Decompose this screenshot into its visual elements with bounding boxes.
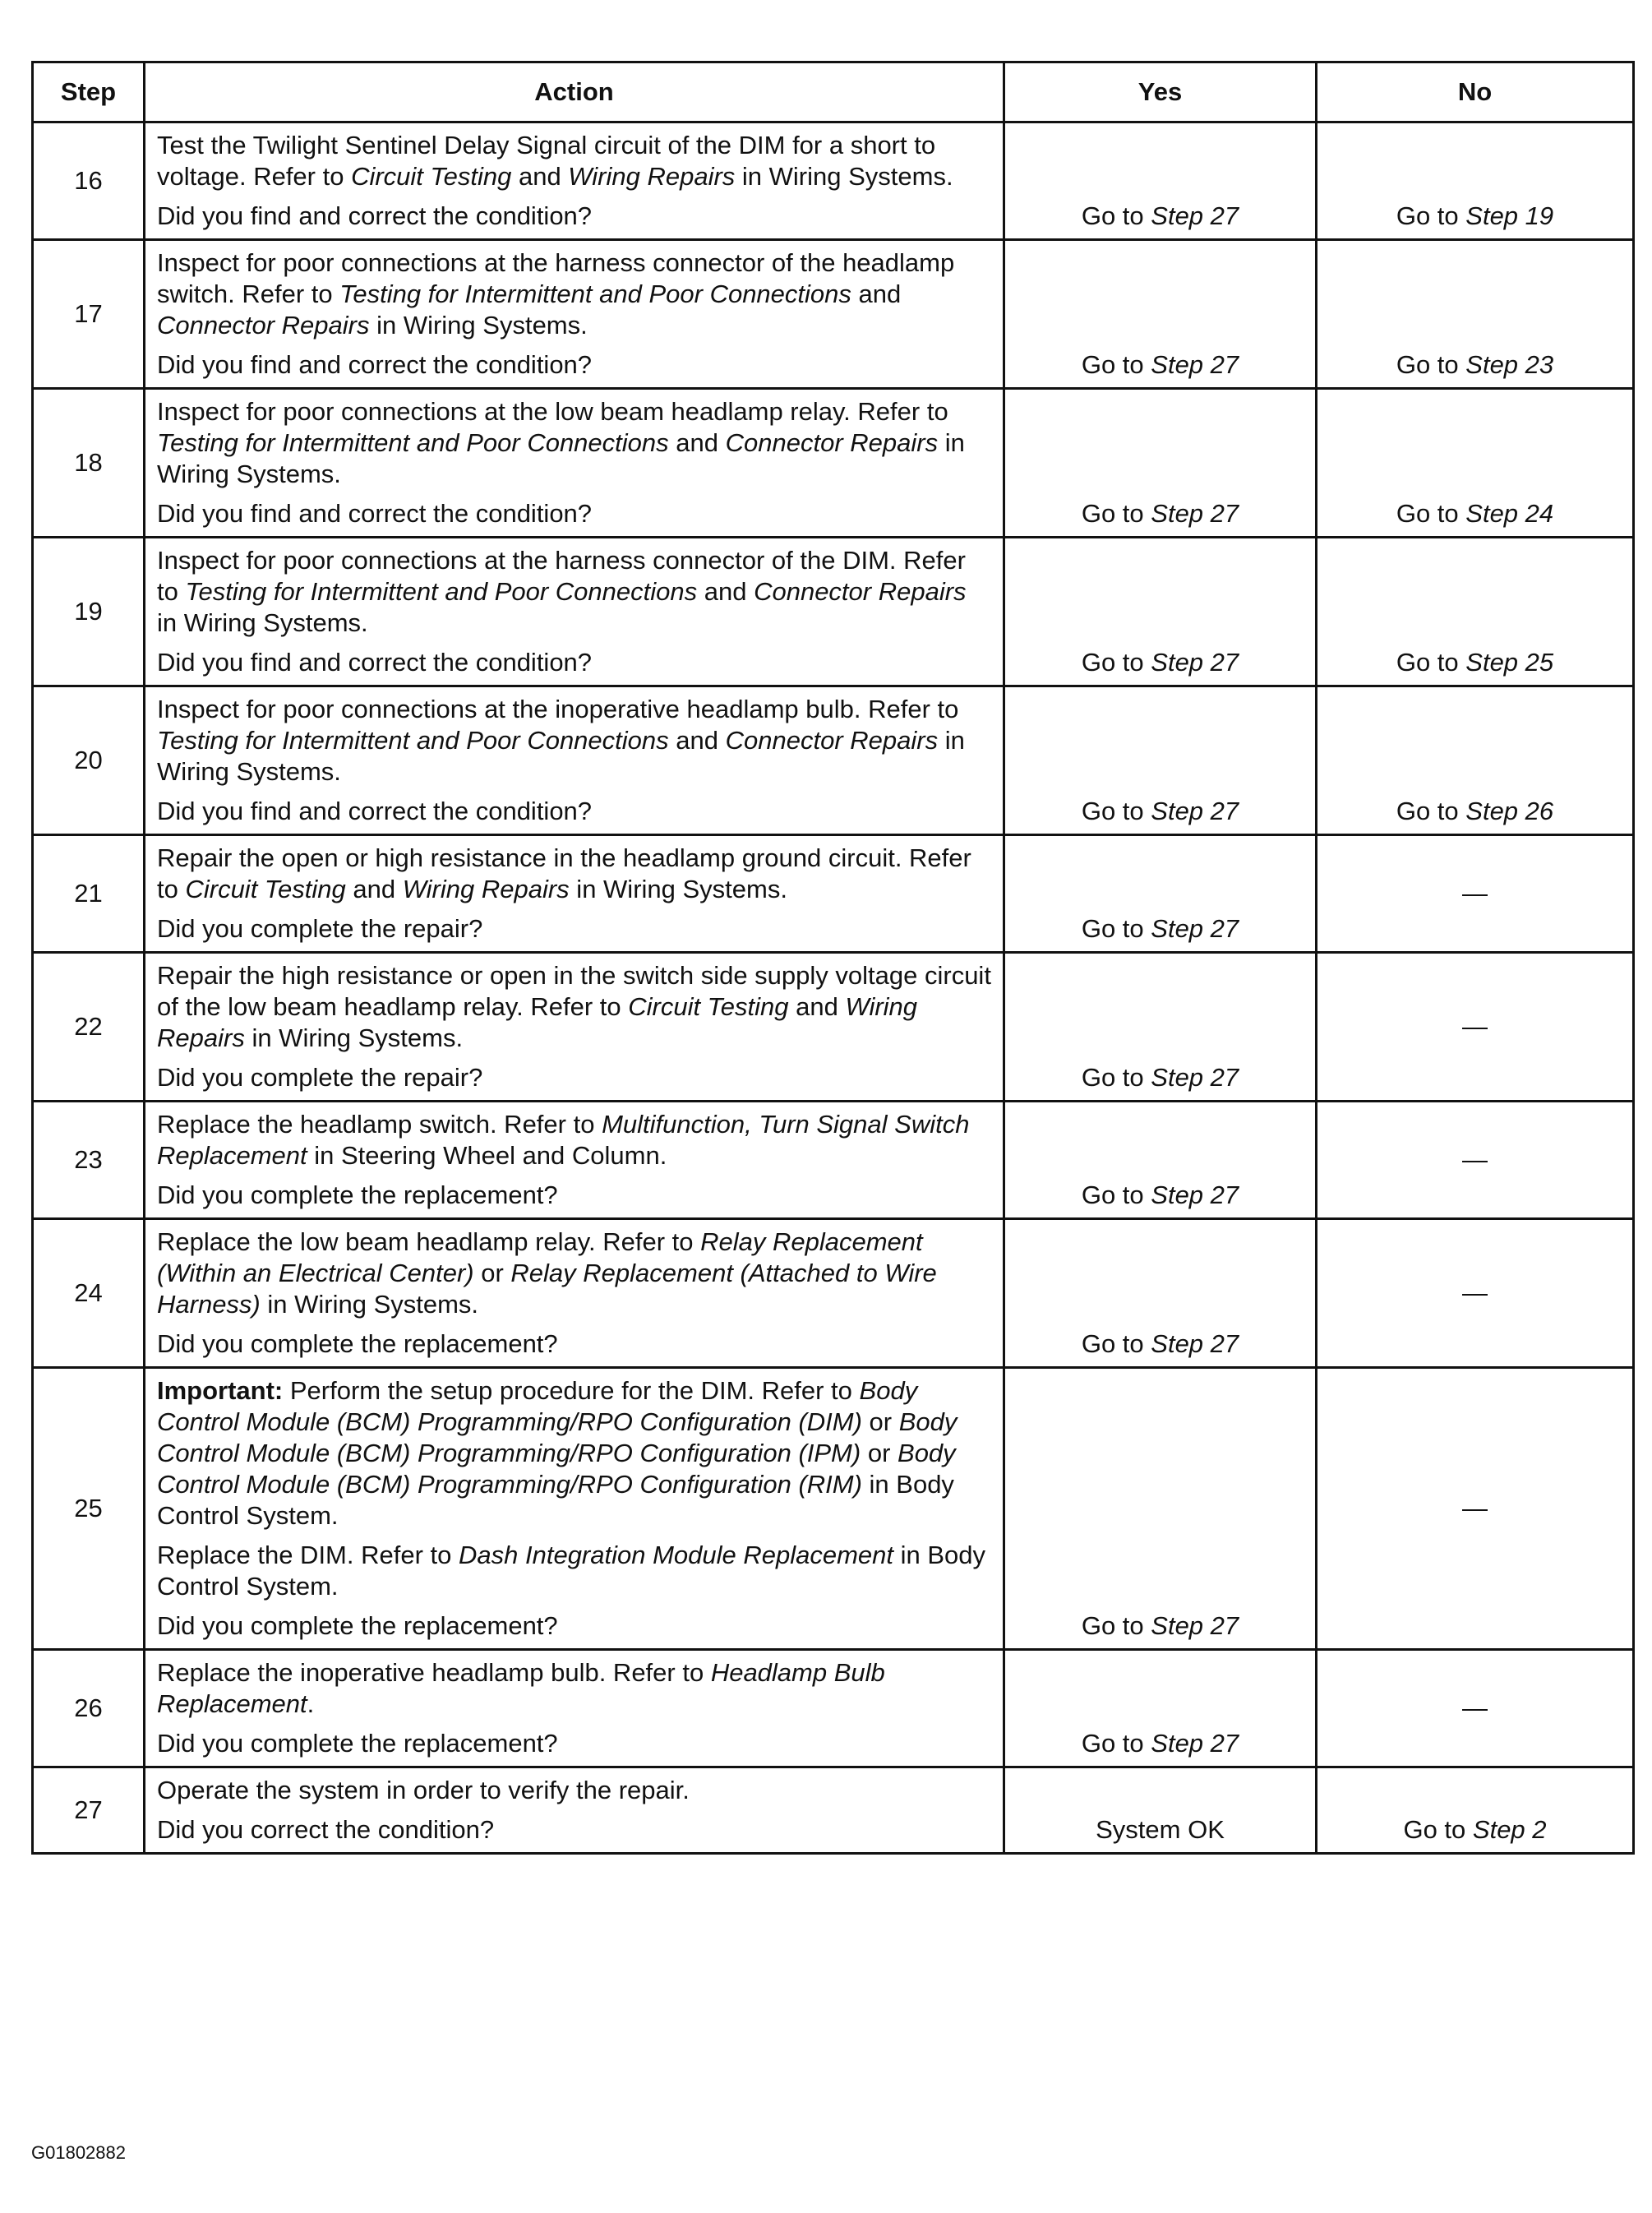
- action-cell: [145, 1219, 1004, 1368]
- text-run: Go to: [1081, 1180, 1151, 1209]
- text-run: in Body Control System.: [157, 1541, 986, 1601]
- text-run: Go to: [1081, 797, 1151, 825]
- action-cell: [145, 953, 1004, 1102]
- text-run: in Steering Wheel and Column.: [307, 1141, 667, 1170]
- text-run: —: [1462, 1278, 1488, 1307]
- text-run: Go to: [1081, 1063, 1151, 1092]
- reference-text: Step 25: [1465, 648, 1554, 677]
- text-run: or: [473, 1259, 511, 1287]
- yes-result: [1004, 835, 1317, 953]
- yes-result: [1004, 538, 1317, 686]
- action-cell: [145, 1102, 1004, 1219]
- text-run: in Wiring Systems.: [260, 1290, 479, 1319]
- yes-result: [1004, 1219, 1317, 1368]
- text-run: in Wiring Systems.: [244, 1023, 464, 1052]
- text-run: in Wiring Systems.: [157, 428, 965, 488]
- text-run: Go to: [1396, 499, 1466, 528]
- no-result: [1317, 1767, 1634, 1854]
- text-run: Go to: [1081, 914, 1151, 943]
- action-question: Did you complete the replacement?: [157, 1329, 558, 1358]
- text-run: Inspect for poor connections at the harness connector of the DIM. Refer to: [157, 546, 966, 606]
- no-result: [1317, 240, 1634, 389]
- action-question: Did you find and correct the condition?: [157, 201, 593, 230]
- reference-text: Step 27: [1151, 914, 1239, 943]
- text-run: Replace the DIM. Refer to: [157, 1541, 459, 1569]
- table-row: [33, 1219, 1634, 1368]
- table-row: [33, 1102, 1634, 1219]
- reference-text: Step 27: [1151, 1063, 1239, 1092]
- step-number: 20: [33, 686, 145, 835]
- reference-text: Step 27: [1151, 499, 1239, 528]
- table-body: [33, 122, 1634, 1854]
- reference-text: Multifunction, Turn Signal Switch Replacement: [157, 1110, 970, 1170]
- step-number: 19: [33, 538, 145, 686]
- text-run: Go to: [1081, 350, 1151, 379]
- reference-text: Connector Repairs: [754, 577, 967, 606]
- reference-text: Testing for Intermittent and Poor Connections: [185, 577, 698, 606]
- table-row: [33, 686, 1634, 835]
- reference-text: Testing for Intermittent and Poor Connections: [157, 428, 669, 457]
- action-cell: [145, 240, 1004, 389]
- text-run: in Body Control System.: [157, 1470, 954, 1530]
- yes-result: [1004, 686, 1317, 835]
- yes-result: [1004, 122, 1317, 240]
- text-run: Go to: [1081, 499, 1151, 528]
- text-run: Replace the headlamp switch. Refer to: [157, 1110, 602, 1139]
- text-run: and: [697, 577, 754, 606]
- text-run: Perform the setup procedure for the DIM. Refer to: [283, 1376, 860, 1405]
- reference-text: Headlamp Bulb Replacement: [157, 1658, 885, 1718]
- reference-text: Step 27: [1151, 1729, 1239, 1758]
- text-run: Inspect for poor connections at the low beam headlamp relay. Refer to: [157, 397, 948, 426]
- no-result: [1317, 953, 1634, 1102]
- action-question: Did you complete the repair?: [157, 914, 483, 943]
- action-cell: [145, 835, 1004, 953]
- action-cell: [145, 1767, 1004, 1854]
- header-row: [33, 62, 1634, 122]
- text-run: Go to: [1396, 797, 1466, 825]
- step-number: 25: [33, 1368, 145, 1650]
- no-result: [1317, 835, 1634, 953]
- reference-text: Testing for Intermittent and Poor Connections: [339, 280, 851, 308]
- reference-text: Step 27: [1151, 1180, 1239, 1209]
- text-run: and: [788, 992, 846, 1021]
- step-number: 18: [33, 389, 145, 538]
- reference-text: Step 19: [1465, 201, 1554, 230]
- reference-text: Dash Integration Module Replacement: [459, 1541, 894, 1569]
- action-paragraph: [157, 130, 991, 192]
- table-row: [33, 1368, 1634, 1650]
- text-run: and: [345, 875, 403, 903]
- text-run: Go to: [1403, 1815, 1473, 1844]
- reference-text: Circuit Testing: [628, 992, 789, 1021]
- diagnostic-table: [31, 61, 1635, 1855]
- emphasis-text: Important:: [157, 1376, 284, 1405]
- reference-text: Body Control Module (BCM) Programming/RPO Configuration (DIM): [157, 1376, 918, 1436]
- reference-text: Step 27: [1151, 797, 1239, 825]
- text-run: Inspect for poor connections at the inoperative headlamp bulb. Refer to: [157, 695, 959, 723]
- text-run: —: [1462, 1145, 1488, 1174]
- text-run: Operate the system in order to verify the repair.: [157, 1776, 690, 1804]
- text-run: .: [307, 1689, 315, 1718]
- yes-result: [1004, 1102, 1317, 1219]
- header-no: No: [1317, 62, 1634, 122]
- header-action: Action: [145, 62, 1004, 122]
- text-run: Inspect for poor connections at the harness connector of the headlamp switch. Refer to: [157, 248, 955, 308]
- no-result: [1317, 538, 1634, 686]
- action-question: Did you find and correct the condition?: [157, 797, 593, 825]
- reference-text: Testing for Intermittent and Poor Connections: [157, 726, 669, 755]
- action-paragraph: [157, 1375, 991, 1532]
- text-run: in Wiring Systems.: [369, 311, 588, 340]
- action-paragraph: [157, 545, 991, 639]
- reference-text: Body Control Module (BCM) Programming/RPO Configuration (RIM): [157, 1439, 956, 1499]
- reference-text: Wiring Repairs: [402, 875, 570, 903]
- reference-text: Step 2: [1472, 1815, 1547, 1844]
- step-number: 17: [33, 240, 145, 389]
- table-row: [33, 835, 1634, 953]
- text-run: in Wiring Systems.: [157, 608, 368, 637]
- text-run: —: [1462, 1494, 1488, 1522]
- action-paragraph: [157, 694, 991, 788]
- table-row: [33, 1767, 1634, 1854]
- reference-text: Step 27: [1151, 350, 1239, 379]
- reference-text: Step 27: [1151, 648, 1239, 677]
- reference-text: Step 27: [1151, 1611, 1239, 1640]
- action-cell: [145, 389, 1004, 538]
- action-paragraph: [157, 843, 991, 905]
- text-run: —: [1462, 879, 1488, 908]
- action-question: Did you complete the replacement?: [157, 1180, 558, 1209]
- text-run: Go to: [1081, 1611, 1151, 1640]
- step-number: 21: [33, 835, 145, 953]
- reference-text: Relay Replacement (Attached to Wire Harness): [157, 1259, 937, 1319]
- action-question: Did you complete the replacement?: [157, 1729, 558, 1758]
- action-question: Did you complete the replacement?: [157, 1611, 558, 1640]
- action-cell: [145, 1368, 1004, 1650]
- text-run: Go to: [1081, 201, 1151, 230]
- step-number: 23: [33, 1102, 145, 1219]
- table-row: [33, 953, 1634, 1102]
- yes-result: [1004, 1650, 1317, 1767]
- action-cell: [145, 1650, 1004, 1767]
- action-paragraph: [157, 1540, 991, 1602]
- reference-text: Circuit Testing: [351, 162, 512, 191]
- reference-text: Body Control Module (BCM) Programming/RPO Configuration (IPM): [157, 1407, 958, 1467]
- text-run: Go to: [1081, 1329, 1151, 1358]
- no-result: [1317, 1102, 1634, 1219]
- text-run: in Wiring Systems.: [569, 875, 787, 903]
- no-result: [1317, 1368, 1634, 1650]
- text-run: —: [1462, 1012, 1488, 1041]
- action-question: Did you find and correct the condition?: [157, 499, 593, 528]
- reference-text: Wiring Repairs: [157, 992, 918, 1052]
- action-paragraph: [157, 396, 991, 490]
- action-paragraph: [157, 247, 991, 341]
- action-question: Did you find and correct the condition?: [157, 648, 593, 677]
- action-cell: [145, 538, 1004, 686]
- text-run: —: [1462, 1693, 1488, 1722]
- reference-text: Connector Repairs: [157, 311, 370, 340]
- reference-text: Step 27: [1151, 1329, 1239, 1358]
- no-result: [1317, 1219, 1634, 1368]
- text-run: Test the Twilight Sentinel Delay Signal circuit of the DIM for a short to voltage. Refer to: [157, 131, 936, 191]
- action-paragraph: [157, 1775, 991, 1806]
- text-run: Replace the low beam headlamp relay. Refer to: [157, 1227, 701, 1256]
- step-number: 22: [33, 953, 145, 1102]
- text-run: Go to: [1396, 350, 1466, 379]
- action-cell: [145, 686, 1004, 835]
- action-paragraph: [157, 1657, 991, 1720]
- step-number: 26: [33, 1650, 145, 1767]
- text-run: System OK: [1096, 1815, 1225, 1844]
- reference-text: Step 26: [1465, 797, 1554, 825]
- reference-text: Step 24: [1465, 499, 1554, 528]
- yes-result: [1004, 1368, 1317, 1650]
- reference-text: Relay Replacement (Within an Electrical Center): [157, 1227, 923, 1287]
- yes-result: [1004, 240, 1317, 389]
- header-yes: Yes: [1004, 62, 1317, 122]
- text-run: or: [861, 1439, 898, 1467]
- no-result: [1317, 686, 1634, 835]
- table-row: [33, 240, 1634, 389]
- text-run: or: [861, 1407, 899, 1436]
- text-run: Replace the inoperative headlamp bulb. Refer to: [157, 1658, 711, 1687]
- yes-result: [1004, 1767, 1317, 1854]
- no-result: [1317, 122, 1634, 240]
- no-result: [1317, 389, 1634, 538]
- action-cell: [145, 122, 1004, 240]
- reference-text: Step 27: [1151, 201, 1239, 230]
- table-row: [33, 538, 1634, 686]
- reference-text: Connector Repairs: [725, 726, 939, 755]
- text-run: in Wiring Systems.: [735, 162, 953, 191]
- text-run: Repair the open or high resistance in the headlamp ground circuit. Refer to: [157, 843, 971, 903]
- header-step: Step: [33, 62, 145, 122]
- action-question: Did you correct the condition?: [157, 1815, 495, 1844]
- action-paragraph: [157, 1109, 991, 1171]
- table-row: [33, 122, 1634, 240]
- reference-text: Circuit Testing: [185, 875, 346, 903]
- text-run: and: [851, 280, 902, 308]
- text-run: Go to: [1396, 648, 1466, 677]
- reference-text: Wiring Repairs: [568, 162, 736, 191]
- step-number: 27: [33, 1767, 145, 1854]
- table-row: [33, 389, 1634, 538]
- text-run: and: [668, 726, 726, 755]
- text-run: in Wiring Systems.: [157, 726, 965, 786]
- step-number: 16: [33, 122, 145, 240]
- yes-result: [1004, 953, 1317, 1102]
- step-number: 24: [33, 1219, 145, 1368]
- reference-text: Step 23: [1465, 350, 1554, 379]
- action-question: Did you complete the repair?: [157, 1063, 483, 1092]
- action-paragraph: [157, 960, 991, 1054]
- action-question: Did you find and correct the condition?: [157, 350, 593, 379]
- reference-text: Connector Repairs: [725, 428, 939, 457]
- yes-result: [1004, 389, 1317, 538]
- table-row: [33, 1650, 1634, 1767]
- text-run: Go to: [1081, 1729, 1151, 1758]
- text-run: Go to: [1081, 648, 1151, 677]
- text-run: Go to: [1396, 201, 1466, 230]
- no-result: [1317, 1650, 1634, 1767]
- text-run: Repair the high resistance or open in the switch side supply voltage circuit of the low beam headlamp relay. Refer to: [157, 961, 991, 1021]
- text-run: and: [668, 428, 726, 457]
- action-paragraph: [157, 1227, 991, 1320]
- figure-code: G01802882: [31, 2142, 126, 2163]
- text-run: and: [511, 162, 569, 191]
